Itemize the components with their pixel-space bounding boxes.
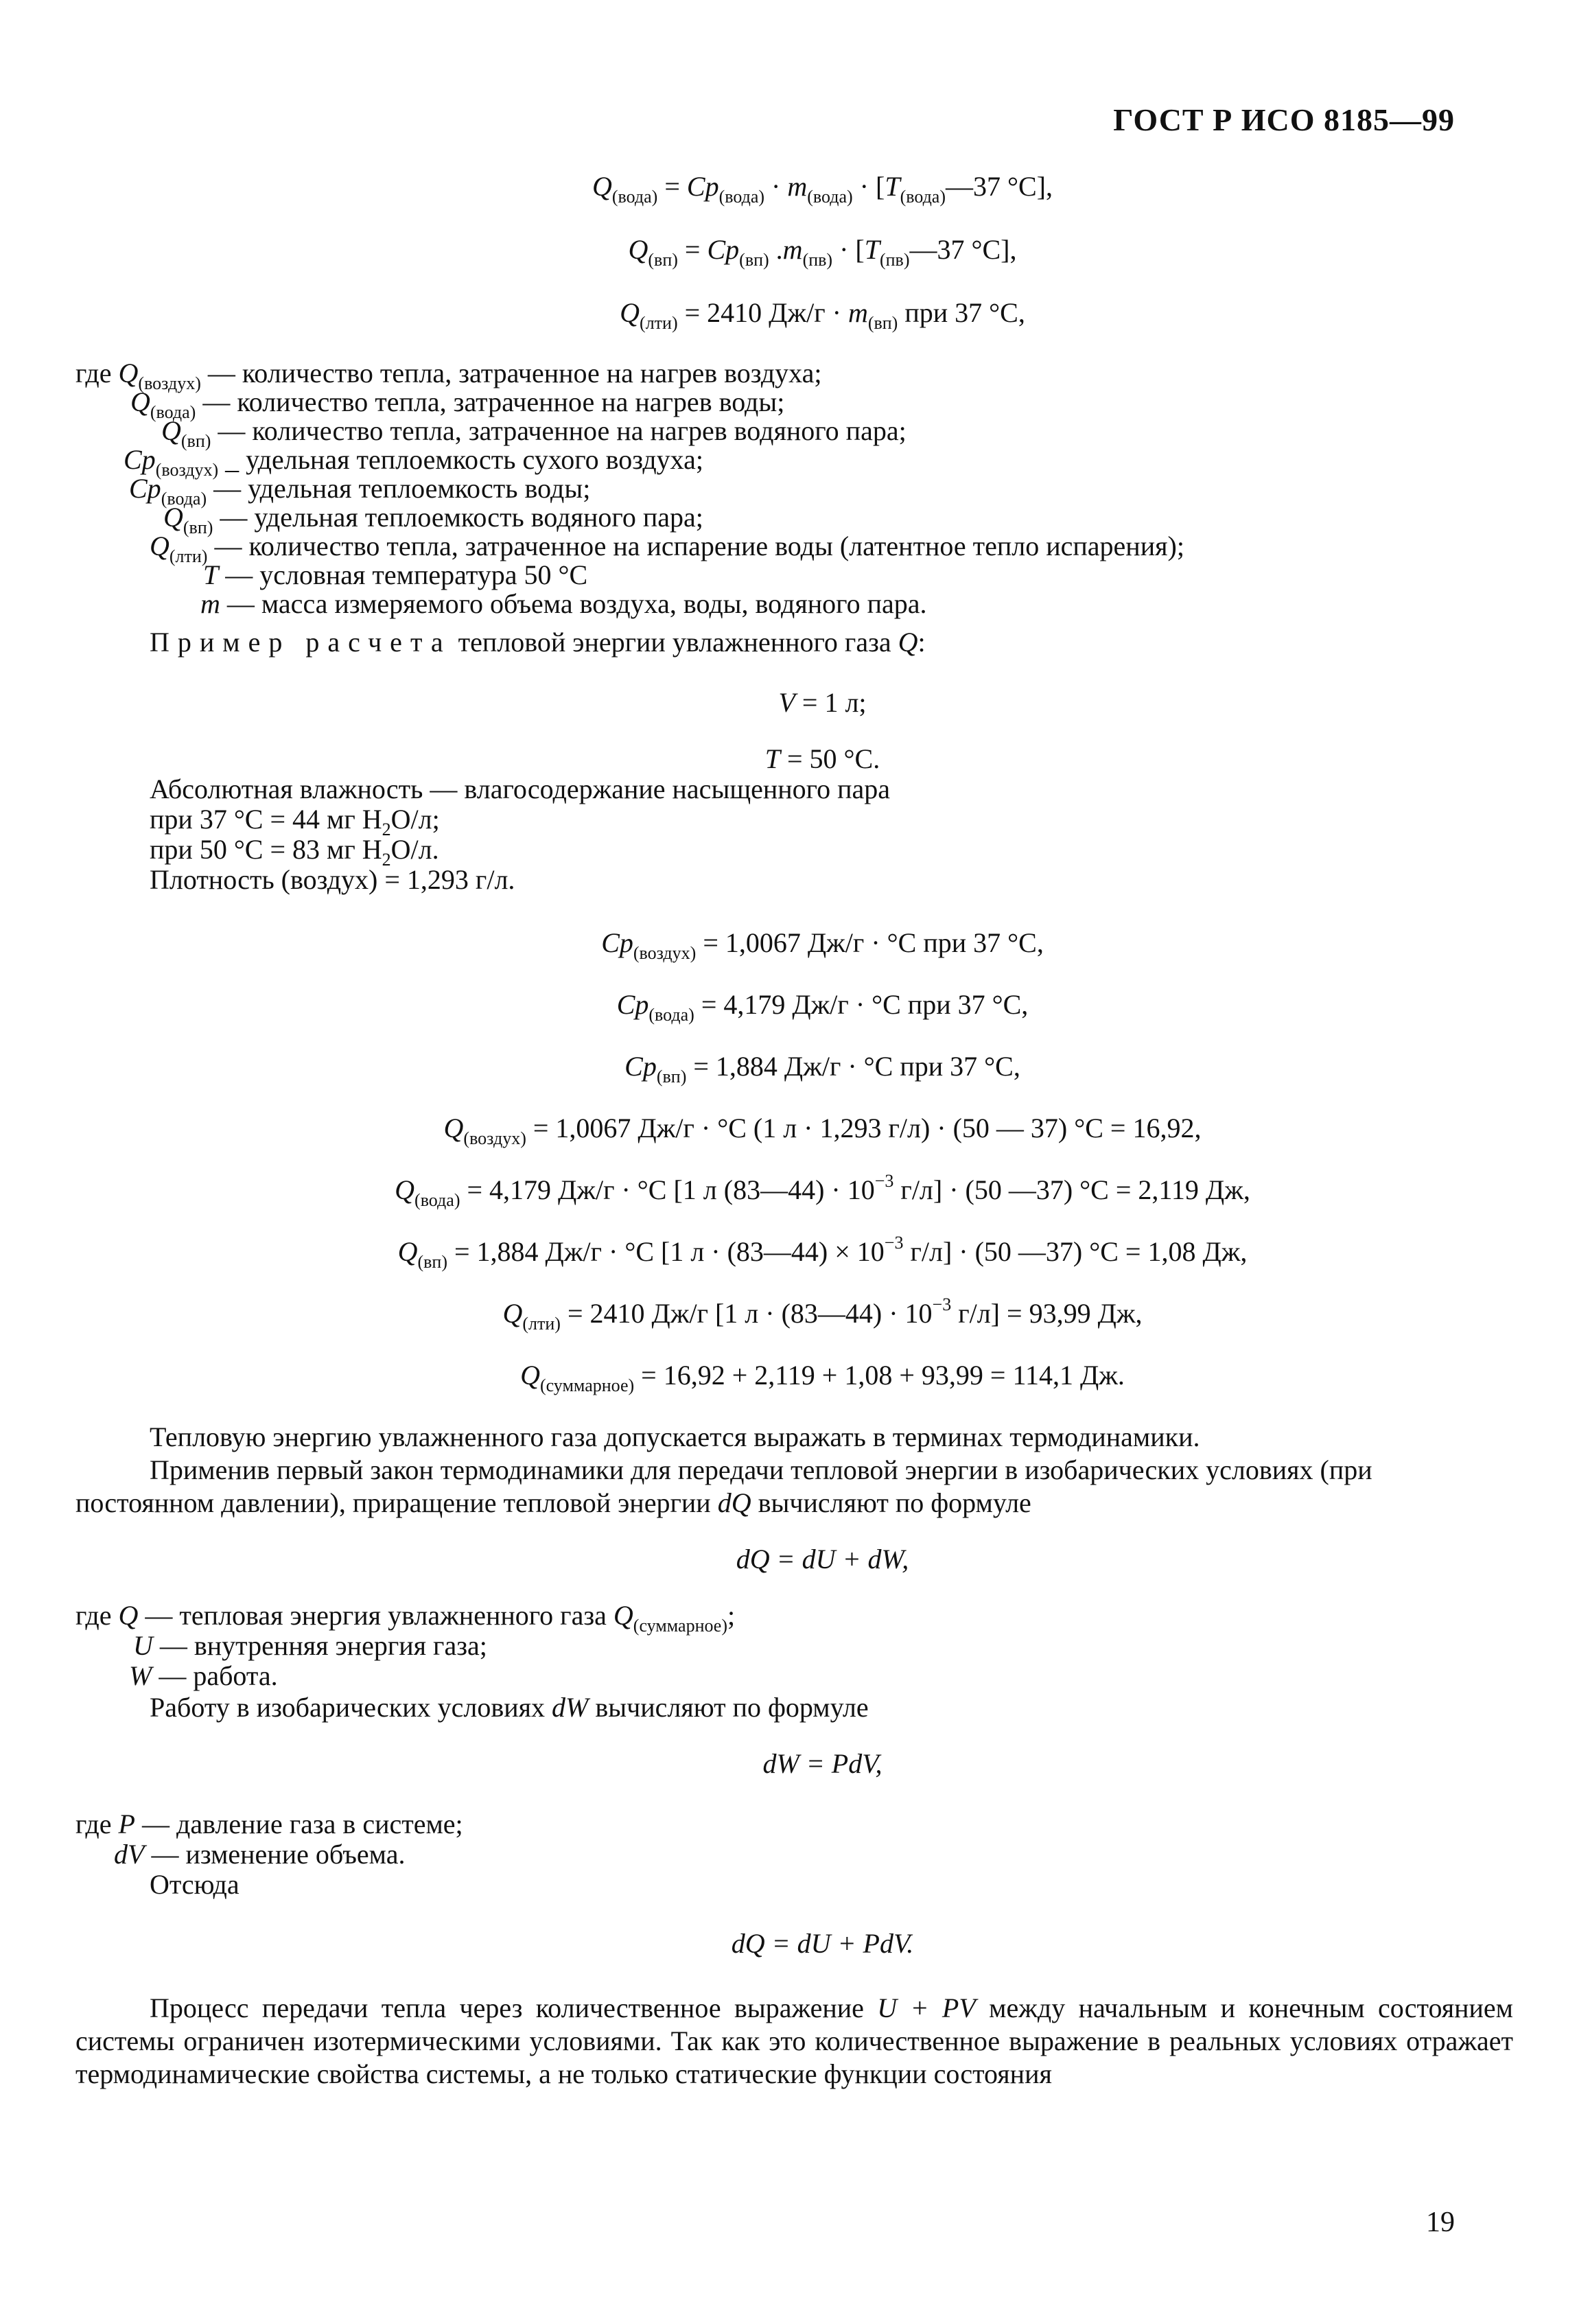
equation-dq-final: dQ = dU + PdV. bbox=[731, 1928, 914, 1959]
equation-q-vp: $Q_{(вп)} = Cp_{(вп)}$ $.m_{(пв)}$ · [$T_{(пв)}—37$ °C], bbox=[628, 234, 1017, 270]
paragraph-line: Отсюда bbox=[150, 1869, 239, 1900]
equation-q-vp-calc: $Q_{(вп)} = 1,884$ Дж/г · °C [1 л · (83—44) × $10^{-3}$ г/л] · (50 —37) °C = 1,08 Дж, bbox=[397, 1233, 1248, 1272]
equation-cp-water: $Cp_{(вода)} = 4,179$ Дж/г · °C при 37 °C, bbox=[616, 989, 1029, 1025]
definition-line: U — внутренняя энергия газа; bbox=[133, 1630, 487, 1661]
document-header: ГОСТ Р ИСО 8185—99 bbox=[1113, 102, 1455, 137]
abs-humidity-line: Абсолютная влажность — влагосодержание насыщенного пара bbox=[150, 774, 891, 804]
equation-q-water-calc: $Q_{(вода)} = 4,179$ Дж/г · °C [1 л (83—44) · $10^{-3}$ г/л] · (50 —37) °C = 2,119 Дж, bbox=[395, 1171, 1250, 1210]
equation-q-air-calc: $Q_{(воздух)} = 1,0067$ Дж/г · °C (1 л · 1,293 г/л) · (50 — 37) °C = 16,92, bbox=[443, 1113, 1202, 1148]
definition-line: m — масса измеряемого объема воздуха, воды, водяного пара. bbox=[200, 588, 927, 619]
equation-dw: dW = PdV, bbox=[762, 1748, 882, 1779]
equation-q-water: $Q_{(вода)} = Cp_{(вода)} \cdot m_{(вода)}$ · [$T_{(вода)}—37$ °C], bbox=[592, 171, 1053, 207]
paragraph-final: Процесс передачи тепла через количественное выражение U + PV между начальным и конечным состоянием системы ограничен изотермическими условиями. Так как это количественное выражение в реальных условиях отражает термодинамические свойства системы, а не только статические функции состояния bbox=[75, 1992, 1513, 2089]
abs-humidity-50: при 50 °C = 83 мг $H_2O/л$. bbox=[150, 834, 439, 870]
equation-q-sum: $Q_{(суммарное)} = 16,92 + 2,119 + 1,08 + 93,99 = 114,1$ Дж. bbox=[520, 1360, 1125, 1395]
definition-line: dV — изменение объема. bbox=[114, 1839, 406, 1870]
definition-line: T — условная температура 50 °C bbox=[203, 559, 588, 590]
definition-line: $Q_{(вода)}$ — количество тепла, затраченное на нагрев воды; bbox=[130, 386, 785, 422]
equation-q-lti: $Q_{(лти)} = 2410$ $Дж/г \cdot m_{(вп)}$ при 37 °C, bbox=[620, 297, 1025, 333]
equation-cp-vp: $Cp_{(вп)} = 1,884$ Дж/г · °C при 37 °C, bbox=[624, 1051, 1020, 1087]
equation-q-lti-calc: $Q_{(лти)} = 2410$ Дж/г [1 л · (83—44) · $10^{-3}$ г/л] = 93,99 Дж, bbox=[502, 1294, 1143, 1334]
page-number: 19 bbox=[1426, 2207, 1455, 2238]
density-line: Плотность (воздух) = 1,293 г/л. bbox=[150, 864, 515, 895]
equation-dq: dQ = dU + dW, bbox=[736, 1544, 909, 1574]
abs-humidity-37: при 37 °C = 44 мг $H_2O/л$; bbox=[150, 804, 440, 839]
paragraph: Тепловую энергию увлажненного газа допускается выражать в терминах термодинамики. bbox=[150, 1421, 1200, 1452]
definition-line: где $Q_{(воздух)}$ — количество тепла, затраченное на нагрев воздуха; bbox=[75, 358, 822, 393]
definition-line: где P — давление газа в системе; bbox=[75, 1809, 463, 1839]
definition-line: $Cp_{(воздух)}$ _ удельная теплоемкость сухого воздуха; bbox=[124, 444, 704, 480]
equation-cp-air: $Cp_{(воздух)} = 1,0067$ Дж/г · °C при 37 °C, bbox=[601, 927, 1044, 963]
definition-line: $Q_{(вп)}$ — удельная теплоемкость водяного пара; bbox=[163, 502, 703, 537]
example-heading: Пример расчета тепловой энергии увлажненного газа Q: bbox=[150, 627, 926, 658]
equation-volume: V = 1 л; bbox=[778, 687, 867, 718]
definition-line: W — работа. bbox=[129, 1660, 278, 1691]
definition-line: где Q — тепловая энергия увлажненного газа $Q_{(суммарное)}$; bbox=[75, 1600, 736, 1636]
definition-line: $Q_{(вп)}$ — количество тепла, затраченное на нагрев водяного пара; bbox=[161, 415, 907, 451]
equation-temperature: T = 50 °C. bbox=[764, 743, 880, 774]
paragraph-line: Работу в изобарических условиях dW вычисляют по формуле bbox=[150, 1692, 869, 1723]
paragraph-line: постоянном давлении), приращение тепловой энергии dQ вычисляют по формуле bbox=[75, 1487, 1031, 1518]
definition-line: $Cp_{(вода)}$ — удельная теплоемкость воды; bbox=[129, 473, 591, 509]
definition-line: $Q_{(лти)}$ — количество тепла, затраченное на испарение воды (латентное тепло испарения); bbox=[150, 531, 1184, 566]
paragraph-line: Применив первый закон термодинамики для передачи тепловой энергии в изобарических условиях (при bbox=[150, 1454, 1372, 1485]
